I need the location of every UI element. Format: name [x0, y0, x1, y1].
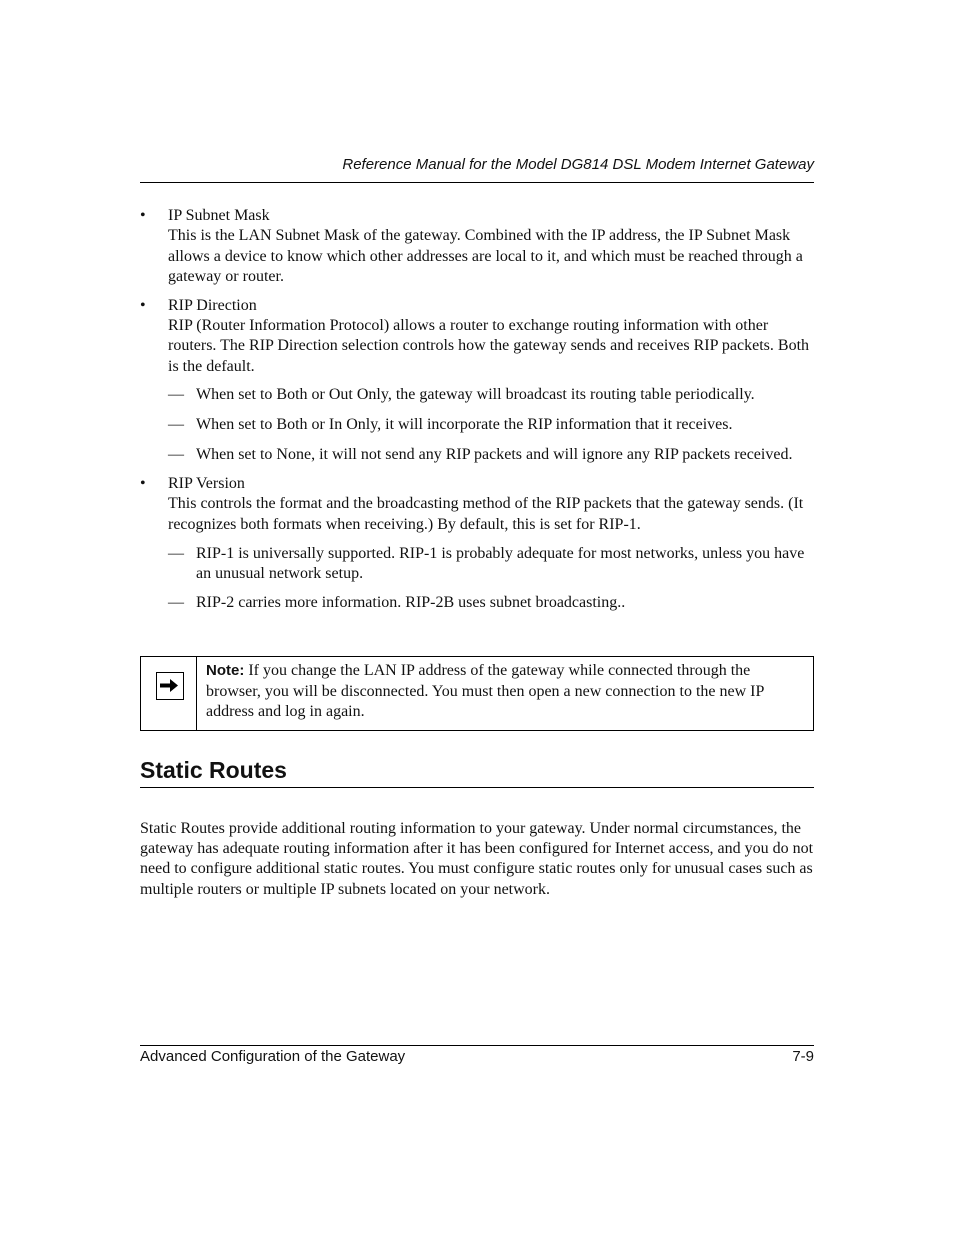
dash-mark: —	[168, 544, 184, 562]
sub-item	[140, 415, 814, 435]
sub-item-text: RIP-1 is universally supported. RIP-1 is probably adequate for most networks, unless you have an unusual network setup.	[196, 544, 805, 582]
sub-item-text: When set to Both or In Only, it will incorporate the RIP information that it receives.	[196, 415, 733, 433]
sub-item	[140, 385, 814, 405]
footer-chapter: Advanced Configuration of the Gateway	[140, 1048, 406, 1065]
item-term: RIP Version	[168, 475, 245, 493]
bullet-mark: •	[140, 207, 146, 224]
bullet-mark: •	[140, 296, 146, 314]
dash-mark: —	[168, 415, 184, 433]
list-item	[140, 206, 814, 287]
sub-item	[140, 544, 814, 585]
sub-item-text: RIP-2 carries more information. RIP-2B uses subnet broadcasting..	[196, 594, 626, 612]
item-term: RIP Direction	[168, 296, 257, 314]
section-title: Static Routes	[140, 757, 287, 783]
list-item	[140, 474, 814, 535]
section-body: Static Routes provide additional routing information to your gateway. Under normal circumstances, the gateway has adequate routing information after it has been configured for Internet access, and you do not need to configure additional static routes. You must configure static routes only for unusual cases such as multiple routers or multiple IP subnets located on your network.	[140, 820, 814, 898]
sub-item	[140, 445, 814, 465]
sub-item-text: When set to Both or Out Only, the gateway will broadcast its routing table periodically.	[196, 386, 755, 404]
footer	[140, 1048, 814, 1066]
item-term: IP Subnet Mask	[168, 207, 270, 224]
dash-mark: —	[168, 386, 184, 404]
sub-item-text: When set to None, it will not send any RIP packets and will ignore any RIP packets received.	[196, 445, 793, 463]
header-rule	[140, 182, 814, 183]
bullet-mark: •	[140, 475, 146, 493]
note-body: If you change the LAN IP address of the gateway while connected through the browser, you will be disconnected. You must then open a new connection to the new IP address and log in again.	[206, 662, 764, 720]
definition-list	[140, 206, 814, 623]
item-description: This controls the format and the broadcasting method of the RIP packets that the gateway sends. (It recognizes both formats when receiving.) By default, this is set for RIP-1.	[168, 495, 804, 533]
dash-mark: —	[168, 594, 184, 612]
footer-rule	[140, 1045, 814, 1046]
item-description: RIP (Router Information Protocol) allows a router to exchange routing information with other routers. The RIP Direction selection controls how the gateway sends and receives RIP packets. Both is the default.	[168, 316, 810, 375]
arrow-right-icon	[156, 672, 184, 700]
note-icon-cell	[141, 657, 197, 730]
running-header: Reference Manual for the Model DG814 DSL Modem Internet Gateway	[342, 156, 814, 173]
section-rule	[140, 787, 814, 788]
sub-item	[140, 593, 814, 613]
page-number: 7-9	[792, 1048, 814, 1065]
note-text	[197, 657, 813, 730]
list-item	[140, 296, 814, 377]
item-description: This is the LAN Subnet Mask of the gateway. Combined with the IP address, the IP Subnet Mask allows a device to know which other addresses are local to it, and which must be reached through a gateway or router.	[168, 227, 803, 285]
note-box	[140, 656, 814, 731]
arrow-right-icon-glyph	[157, 673, 182, 698]
note-label: Note:	[206, 662, 245, 679]
dash-mark: —	[168, 445, 184, 463]
